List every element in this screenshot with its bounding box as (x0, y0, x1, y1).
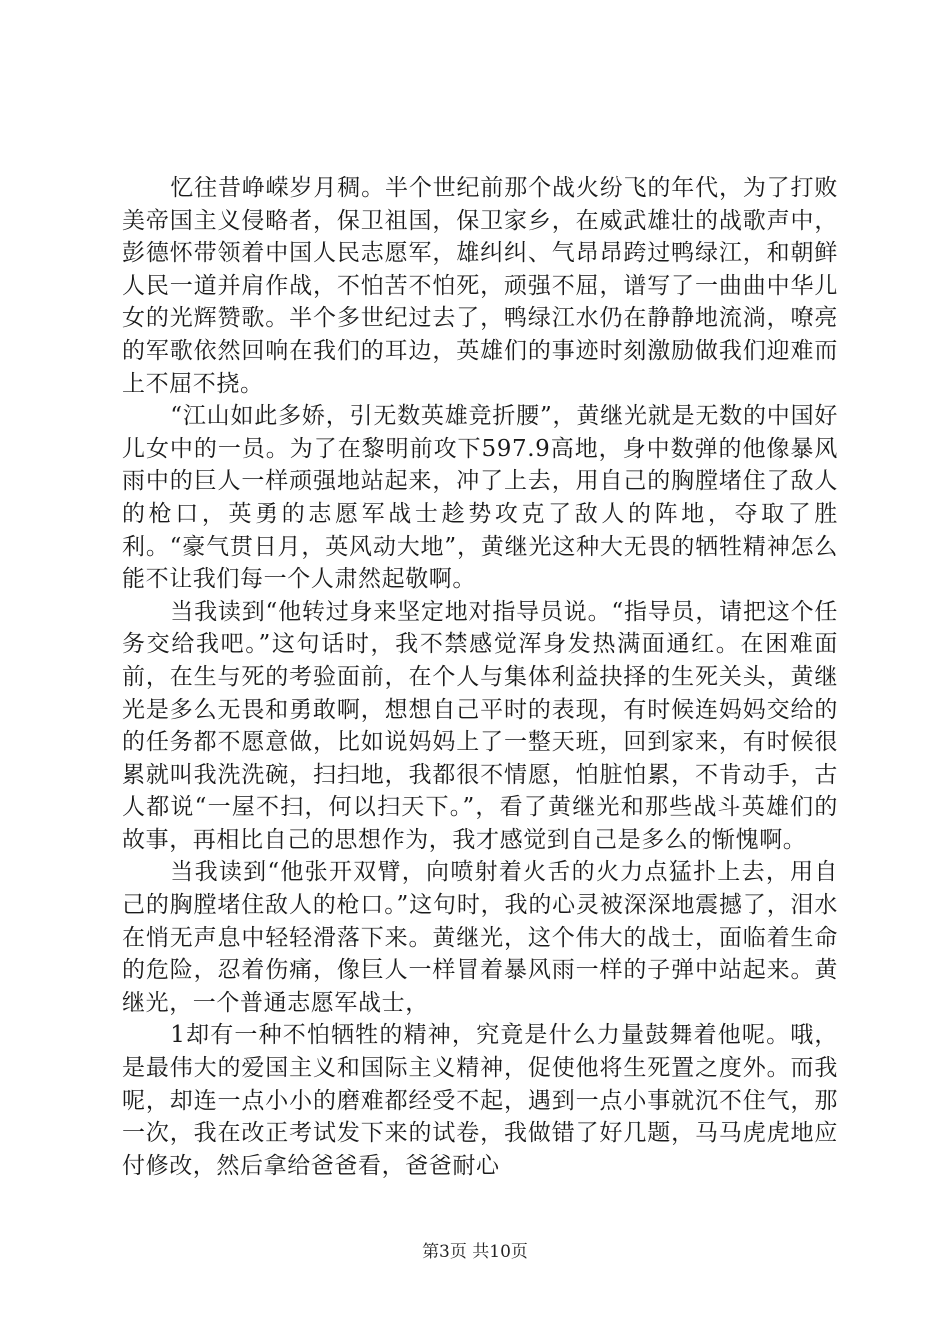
paragraph-5: 1却有一种不怕牺牲的精神，究竟是什么力量鼓舞着他呢。哦，是最伟大的爱国主义和国际主义精神，促使他将生死置之度外。而我呢，却连一点小小的磨难都经受不起，遇到一点小事就沉不住气，那一次，我在改正考试发下来的试卷，我做错了好几题，马马虎虎地应付修改，然后拿给爸爸看，爸爸耐心 (122, 1022, 838, 1179)
paragraph-3: 当我读到“他转过身来坚定地对指导员说。“指导员，请把这个任务交给我吧。”这句话时，我不禁感觉浑身发热满面通红。在困难面前，在生与死的考验面前，在个人与集体利益抉择的生死关头，黄继光是多么无畏和勇敢啊，想想自己平时的表现，有时候连妈妈交给的的任务都不愿意做，比如说妈妈上了一整天班，回到家来，有时候很累就叫我洗洗碗，扫扫地，我都很不情愿，怕脏怕累，不肯动手，古人都说“一屋不扫，何以扫天下。”，看了黄继光和那些战斗英雄们的故事，再相比自己的思想作为，我才感觉到自己是多么的惭愧啊。 (122, 598, 838, 853)
body-text (122, 172, 838, 1182)
paragraph-1: 忆往昔峥嵘岁月稠。半个世纪前那个战火纷飞的年代，为了打败美帝国主义侵略者，保卫祖国，保卫家乡，在威武雄壮的战歌声中，彭德怀带领着中国人民志愿军，雄纠纠、气昂昂跨过鸭绿江，和朝鲜人民一道并肩作战，不怕苦不怕死，顽强不屈，谱写了一曲曲中华儿女的光辉赞歌。半个多世纪过去了，鸭绿江水仍在静静地流淌，嘹亮的军歌依然回响在我们的耳边，英雄们的事迹时刻激励做我们迎难而上不屈不挠。 (122, 175, 838, 397)
paragraph-4: 当我读到“他张开双臂，向喷射着火舌的火力点猛扑上去，用自己的胸膛堵住敌人的枪口。”这句时，我的心灵被深深地震撼了，泪水在悄无声息中轻轻滑落下来。黄继光，这个伟大的战士，面临着生命的危险，忍着伤痛，像巨人一样冒着暴风雨一样的子弹中站起来。黄继光，一个普通志愿军战士， (122, 859, 838, 1016)
page-number-footer: 第3页 共10页 (422, 1242, 528, 1262)
paragraph-2: “江山如此多娇，引无数英雄竞折腰”，黄继光就是无数的中国好儿女中的一员。为了在黎明前攻下597.9高地，身中数弹的他像暴风雨中的巨人一样顽强地站起来，冲了上去，用自己的胸膛堵住了敌人的枪口，英勇的志愿军战士趁势攻克了敌人的阵地，夺取了胜利。“豪气贯日月，英风动大地”，黄继光这种大无畏的牺牲精神怎么能不让我们每一个人肃然起敬啊。 (122, 403, 838, 593)
